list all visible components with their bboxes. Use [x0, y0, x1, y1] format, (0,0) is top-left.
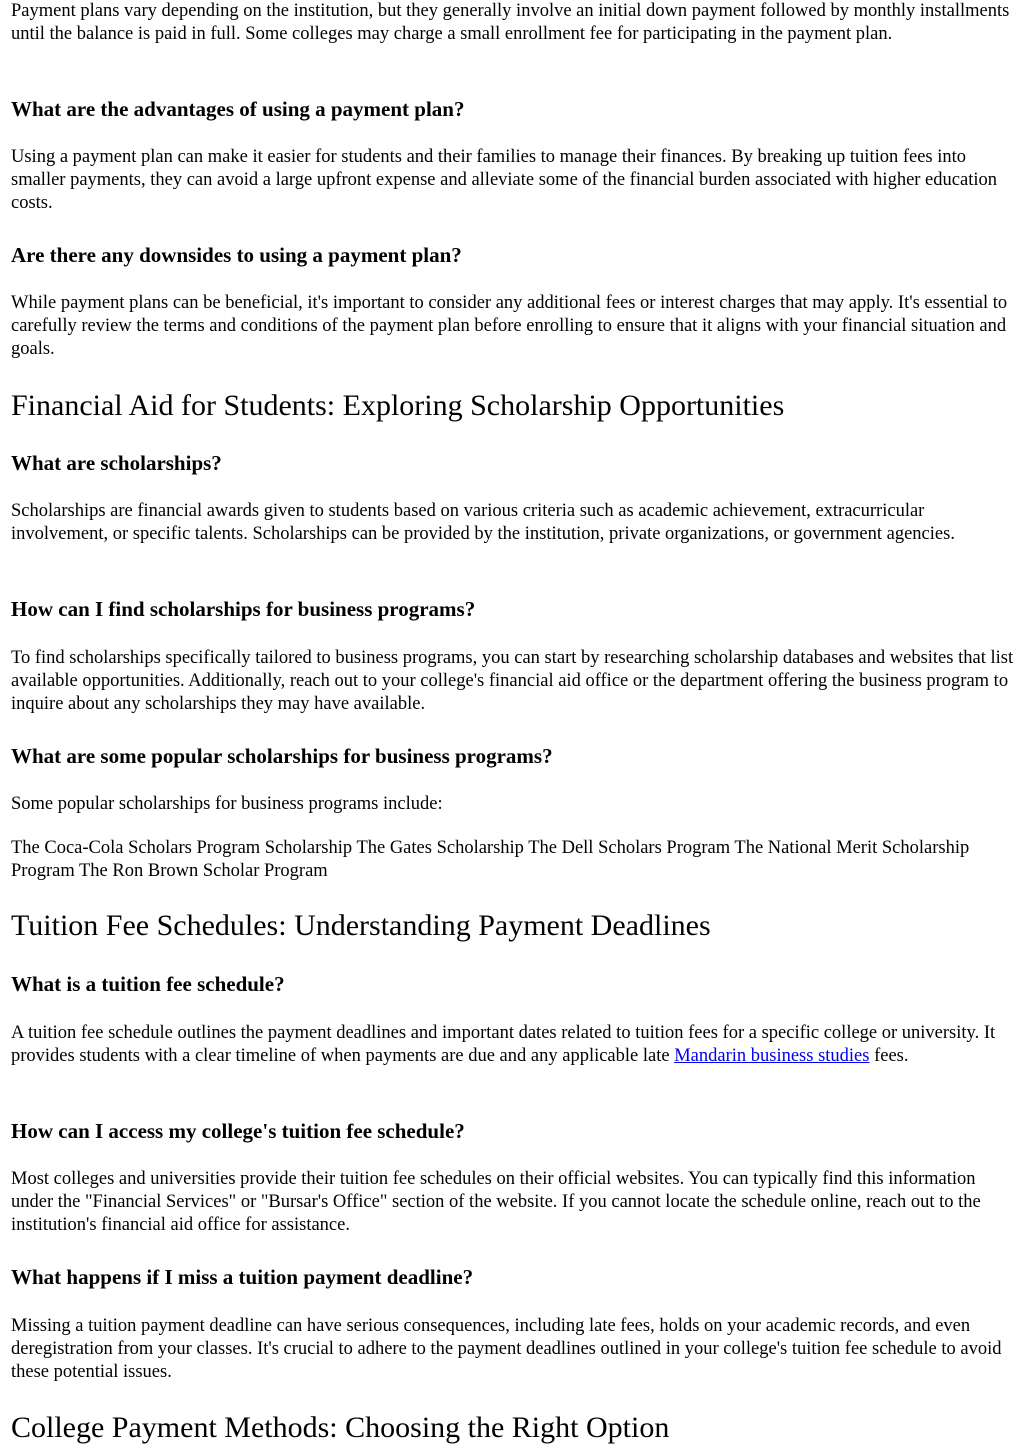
answer-paragraph: To find scholarships specifically tailored to business programs, you can start by researching scholarship databases and websites that list available opportunities. Additionally, reach out to your college's financial aid office or the department offering the business program to inquire about any scholarships they may have available. — [11, 648, 1014, 715]
question-heading: How can I access my college's tuition fee schedule? — [11, 1119, 465, 1143]
question-heading: What happens if I miss a tuition payment deadline? — [11, 1265, 474, 1289]
mandarin-business-studies-link[interactable]: Mandarin business studies — [674, 1046, 870, 1067]
answer-text-before-link: A tuition fee schedule outlines the payment deadlines and important dates related to tuition fees for a specific college or university. It provides students with a clear timeline of when payments are due and any applicable late — [11, 1023, 996, 1067]
intro-paragraph: Payment plans vary depending on the institution, but they generally involve an initial down payment followed by monthly installments until the balance is paid in full. Some colleges may charge a small enrollment fee for participating in the payment plan. — [11, 1, 1010, 45]
question-heading: What are scholarships? — [11, 451, 222, 475]
question-heading: How can I find scholarships for business programs? — [11, 597, 476, 621]
section-heading: Financial Aid for Students: Exploring Scholarship Opportunities — [11, 389, 785, 422]
answer-paragraph: Missing a tuition payment deadline can have serious consequences, including late fees, holds on your academic records, and even deregistration from your classes. It's crucial to adhere to the payment deadlines outlined in your college's tuition fee schedule to avoid these potential issues. — [11, 1316, 1002, 1383]
question-heading: What are some popular scholarships for business programs? — [11, 744, 553, 768]
answer-paragraph: Scholarships are financial awards given to students based on various criteria such as academic achievement, extracurricular involvement, or specific talents. Scholarships can be provided by the institution, private organizations, or government agencies. — [11, 501, 955, 545]
answer-paragraph: Most colleges and universities provide their tuition fee schedules on their official websites. You can typically find this information under the "Financial Services" or "Bursar's Office" section of the website. If you cannot locate the schedule online, reach out to the institution's financial aid office for assistance. — [11, 1169, 981, 1236]
section-heading: Tuition Fee Schedules: Understanding Payment Deadlines — [11, 909, 711, 942]
answer-text-after-link: fees. — [869, 1046, 909, 1067]
answer-paragraph: Using a payment plan can make it easier for students and their families to manage their finances. By breaking up tuition fees into smaller payments, they can avoid a large upfront expense and alleviate some of the financial burden associated with higher education costs. — [11, 147, 997, 214]
section-heading: College Payment Methods: Choosing the Right Option — [11, 1411, 670, 1444]
scholarship-list-paragraph: The Coca-Cola Scholars Program Scholarship The Gates Scholarship The Dell Scholars Program The National Merit Scholarship Program The Ron Brown Scholar Program — [11, 838, 970, 882]
question-heading: Are there any downsides to using a payment plan? — [11, 243, 462, 267]
question-heading: What are the advantages of using a payment plan? — [11, 97, 465, 121]
answer-paragraph: While payment plans can be beneficial, it's important to consider any additional fees or interest charges that may apply. It's essential to carefully review the terms and conditions of the payment plan before enrolling to ensure that it aligns with your financial situation and goals. — [11, 293, 1008, 360]
question-heading: What is a tuition fee schedule? — [11, 972, 285, 996]
answer-paragraph — [11, 1022, 1014, 1068]
answer-paragraph: Some popular scholarships for business programs include: — [11, 794, 443, 814]
